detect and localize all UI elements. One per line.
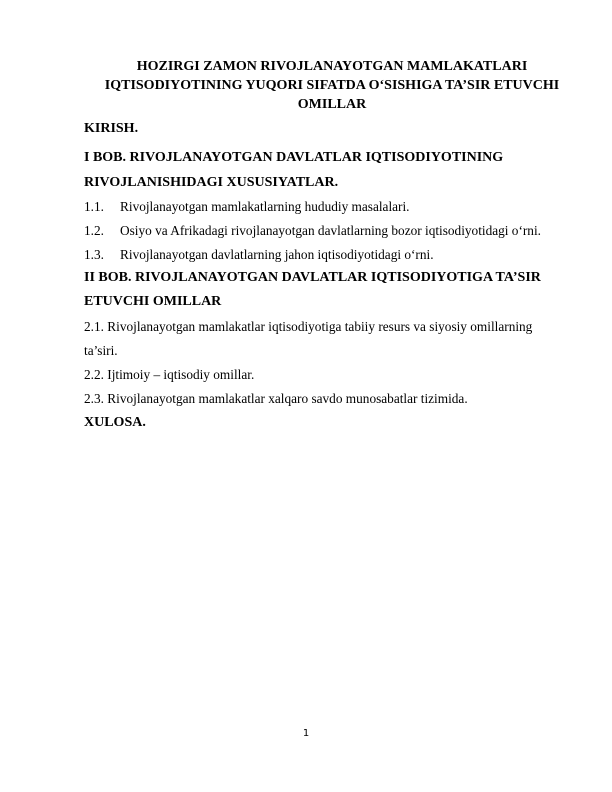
toc-item [84, 247, 434, 263]
chapter1-heading-line1: I BOB. RIVOJLANAYOTGAN DAVLATLAR IQTISODIYOTINING [84, 150, 504, 165]
toc-item [84, 199, 410, 215]
toc-item [84, 223, 541, 239]
toc-item-text: Rivojlanayotgan davlatlarning jahon iqtisodiyotidagi o‘rni. [120, 247, 434, 262]
toc-item-2-1-line1: 2.1. Rivojlanayotgan mamlakatlar iqtisodiyotiga tabiiy resurs va siyosiy omillarning [84, 319, 533, 334]
toc-item-text: Osiyo va Afrikadagi rivojlanayotgan davlatlarning bozor iqtisodiyotidagi o‘rni. [120, 223, 541, 238]
chapter2-heading-line1: II BOB. RIVOJLANAYOTGAN DAVLATLAR IQTISODIYOTIGA TA’SIR [84, 270, 541, 285]
title-line-3: OMILLAR [297, 97, 367, 112]
toc-item-2-1-line2: ta’siri. [84, 343, 118, 358]
chapter2-heading-line2: ETUVCHI OMILLAR [84, 294, 222, 309]
intro-heading: KIRISH. [84, 121, 139, 136]
chapter1-heading-line2: RIVOJLANISHIDAGI XUSUSIYATLAR. [84, 175, 339, 190]
document-title [84, 57, 580, 114]
title-line-2: IQTISODIYOTINING YUQORI SIFATDA O‘SISHIGA TA’SIR ETUVCHI [104, 78, 560, 93]
toc-item-2-2: 2.2. Ijtimoiy – iqtisodiy omillar. [84, 367, 255, 382]
toc-item-text: Rivojlanayotgan mamlakatlarning hududiy masalalari. [120, 199, 410, 214]
conclusion-heading: XULOSA. [84, 415, 146, 430]
title-line-1: HOZIRGI ZAMON RIVOJLANAYOTGAN MAMLAKATLARI [136, 59, 528, 74]
toc-item-number: 1.2. [84, 223, 104, 238]
toc-item-2-3: 2.3. Rivojlanayotgan mamlakatlar xalqaro savdo munosabatlar tizimida. [84, 391, 468, 406]
page-number: 1 [302, 728, 310, 739]
toc-item-number: 1.1. [84, 199, 104, 214]
toc-item-number: 1.3. [84, 247, 104, 262]
